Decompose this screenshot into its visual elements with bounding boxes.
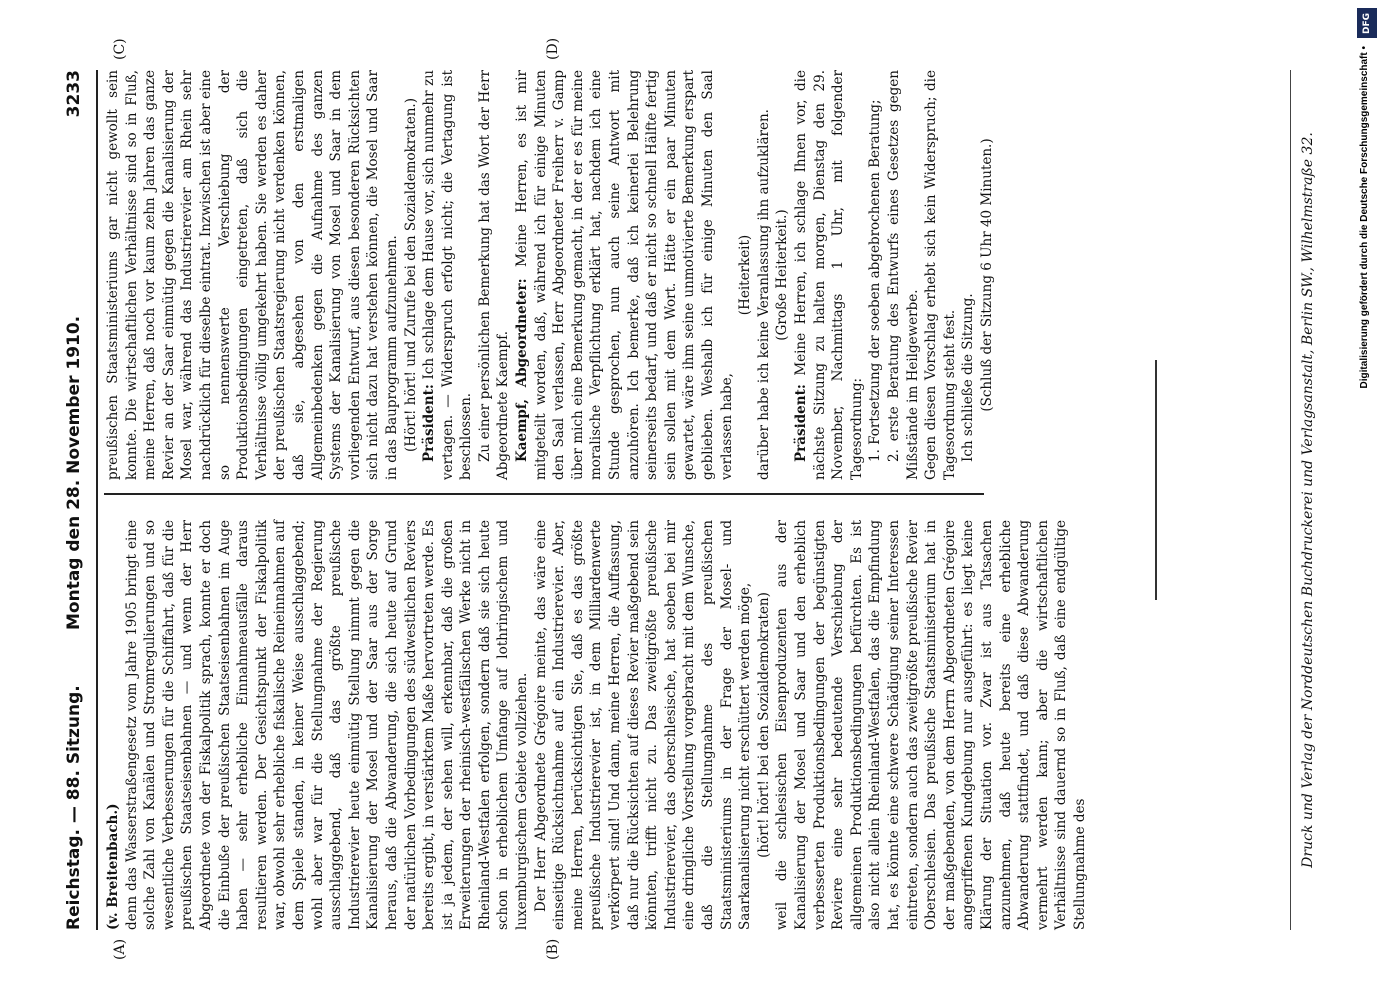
side-strip — [1353, 8, 1381, 994]
margin-marker-a: (A) — [112, 938, 128, 960]
interjection: (Heiterkeit) — [737, 234, 754, 316]
paragraph: darüber habe ich keine Veranlassung ihn aufzuklären. — [755, 109, 772, 480]
margin-marker-c: (C) — [112, 38, 128, 60]
agenda-item: 1. Fortsetzung der soeben abgebrochenen Beratung; — [867, 99, 884, 462]
speaker-label: Präsident: — [421, 384, 438, 462]
president-statement — [420, 70, 476, 480]
speaker-ref: (v. Breitenbach.) — [105, 803, 121, 930]
paragraph: Zu einer persönlichen Bemerkung hat das Wort der Herr Abgeordnete Kaempf. — [476, 70, 512, 480]
kaempf-statement — [513, 70, 736, 480]
paragraph: Ich schließe die Sitzung. — [960, 293, 977, 462]
speaker-label: Kaempf, Abgeordneter: — [514, 278, 531, 462]
margin-marker-d: (D) — [545, 37, 561, 60]
paragraph: preußischen Staatsministeriums gar nicht gewollt sein konnte. Die wirtschaftlichen Verhältnisse sind so in Fluß, meine Herren, daß noch vor kaum zehn Jahren das ganze Revier an der Saar einmütig gegen die Kanalisierung der Mosel war, während das Industrierevier am Rhein sehr nachdrücklich für dieselbe eintrat. Inzwischen ist aber eine so nennenswerte Verschiebung der Produktionsbedingungen eingetreten, daß sich die Verhältnisse völlig umgekehrt haben. Sie werden es daher der preußischen Staatsregierung nicht verdenken können, daß sie, abgesehen von den erstmaligen Allgemeinbedenken gegen die Aufnahme des ganzen Systems der Kanalisierung von Mosel und Saar in dem vorliegenden Entwurf, aus diesen besonderen Rücksichten sich nicht dazu hat verstehen können, die Mosel und Saar in das Bauprogramm aufzunehmen. — [105, 70, 400, 480]
closing-note: (Schluß der Sitzung 6 Uhr 40 Minuten.) — [978, 138, 995, 412]
paragraph: Der Herr Abgeordnete Grégoire meinte, das wäre eine einseitige Rücksichtnahme auf ein Industrierevier. Aber, meine Herren, berücksichtigen Sie, daß es das größte preußische Industrierevier ist, in dem Milliardenwerte verkörpert sind! Und dann, meine Herren, die Auffassung, daß nur die Rücksichten auf dieses Revier maßgebend sein könnten, trifft nicht zu. Das zweitgrößte preußische Industrierevier, das oberschlesische, hat soeben bei mir eine dringliche Vorstellung vorgebracht mit dem Wunsche, daß die Stellungnahme des preußischen Staatsministeriums in der Frage der Mosel- und Saarkanalisierung nicht erschüttert werden möge, — [532, 520, 754, 930]
speaker-label: Präsident: — [792, 384, 809, 462]
statement-text: Meine Herren, es ist mir mitgeteilt worden, daß, während ich für einige Minuten den Saal verlassen, Herr Abgeordneter Freiherr v. Gamp über mich eine Bemerkung gemacht, in der er es für meine moralische Verpflichtung erklärt hat, nachdem ich eine Stunde gesprochen, nun auch seine Antwort mit anzuhören. Ich bemerke, daß ich keinerlei Belehrung seinerseits bedarf, und daß er nicht so schnell Hälfte fertig sein sollen mit dem Wort. Hätte er ein paar Minuten gewartet, wäre ihm seine unmotivierte Bemerkung erspart geblieben. Weshalb ich für einige Minuten den Saal verlassen habe, — [514, 70, 735, 480]
interjection: (Große Heiterkeit.) — [774, 209, 791, 341]
interjection: (Hört! hört! und Zurufe bei den Sozialdemokraten.) — [402, 98, 419, 452]
header-left: Reichstag. — 88. Sitzung. — [64, 685, 84, 930]
page-header — [58, 70, 92, 930]
header-date: Montag den 28. November 1910. — [64, 315, 84, 630]
footer-rule — [1290, 70, 1291, 930]
statement-text: Ich schlage dem Hause vor, sich nunmehr zu vertagen. — Widerspruch erfolgt nicht; die Vertagung ist beschlossen. — [421, 70, 475, 480]
agenda-item: 2. erste Beratung des Entwurfs eines Gesetzes gegen Mißstände im Heilgewerbe. — [885, 70, 921, 480]
margin-marker-b: (B) — [545, 938, 561, 960]
printer-footer: Druck und Verlag der Norddeutschen Buchdruckerei und Verlagsanstalt, Berlin SW., Wilhelmstraße 32. — [1300, 132, 1316, 868]
paragraph: denn das Wasserstraßengesetz vom Jahre 1905 bringt eine solche Zahl von Kanälen und Stromregulierungen und so wesentliche Verbesserungen für die Schiffahrt, daß für die preußischen Staatseisenbahnen — und wenn der Herr Abgeordnete von der Fiskalpolitik sprach, konnte er doch die Einbuße der preußischen Staatseisenbahnen im Auge haben — sehr erhebliche Einnahmeausfälle daraus resultieren werden. Der Gesichtspunkt der Fiskalpolitik war, obwohl sehr erhebliche fiskalische Reineinnahmen auf dem Spiele standen, in keiner Weise ausschlaggebend; wohl aber war für die Stellungnahme der Regierung ausschlaggebend, daß das größte preußische Industrierevier heute einmütig Stellung nimmt gegen die Kanalisierung der Mosel und der Saar aus der Sorge heraus, daß die Abwanderung, die sich heute auf Grund der natürlichen Vorbedingungen des südwestlichen Reviers bereits ergibt, in verstärktem Maße hervortreten werde. Es ist ja jedem, der sehen will, erkennbar, daß die großen Erweiterungen der rheinisch-westfälischen Werke nicht in Rheinland-Westfalen erfolgen, sondern daß sie sich heute schon in erheblichem Umfange auf lothringischem und luxemburgischem Gebiete vollziehen. — [123, 520, 531, 930]
column-left — [104, 520, 1088, 930]
paragraph: weil die schlesischen Eisenproduzenten aus der Kanalisierung der Mosel und Saar und den erheblich verbesserten Produktionsbedingungen der begünstigten Reviere eine sehr bedeutende Verschiebung der allgemeinen Produktionsbedingungen befürchten. Es ist also nicht allein Rheinland-Westfalen, das die Empfindung hat, es könnte eine schwere Schädigung seiner Interessen eintreten, sondern auch das zweitgrößte preußische Revier Oberschlesien. Das preußische Staatsministerium hat in der maßgebenden, von dem Herrn Abgeordneten Grégoire angegriffenen Kundgebung nur ausgeführt: es liegt keine Klärung der Situation vor. Zwar ist aus Tatsachen anzunehmen, daß heute bereits eine erhebliche Abwanderung stattfindet, und daß diese Abwanderung vermehrt werden kann; aber die wirtschaftlichen Verhältnisse sind dauernd so in Fluß, daß eine endgültige Stellungnahme des — [774, 520, 1088, 930]
section-rule — [1155, 360, 1157, 600]
statement-text: Meine Herren, ich schlage Ihnen vor, die nächste Sitzung zu halten morgen, Dienstag den 29. November, Nachmittags 1 Uhr, mit folgender Tagesordnung: — [792, 70, 865, 480]
dfg-logo-icon: DFG — [1357, 8, 1377, 38]
column-right — [104, 70, 995, 480]
page-number: 3233 — [64, 70, 84, 118]
digitization-note: Digitalisierung gefördert durch die Deutsche Forschungsgemeinschaft • — [1359, 46, 1370, 389]
header-rule — [96, 70, 98, 930]
paragraph: Gegen diesen Vorschlag erhebt sich kein Widerspruch; die Tagesordnung steht fest. — [923, 70, 958, 480]
column-divider — [104, 493, 984, 495]
interjection: (hört! hört! bei den Sozialdemokraten) — [755, 592, 772, 858]
president-statement — [792, 70, 866, 480]
